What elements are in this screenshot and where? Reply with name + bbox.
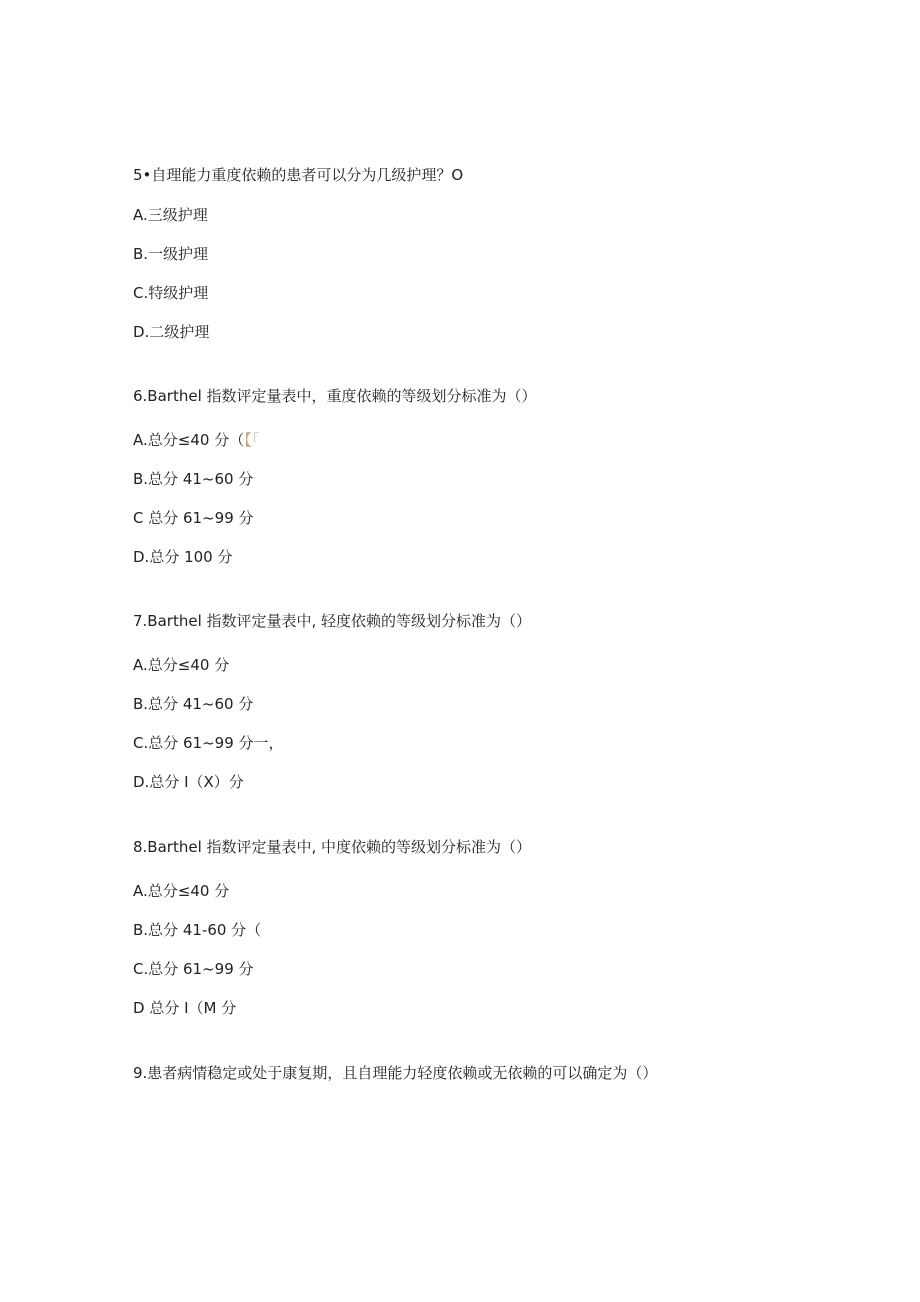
- question-8-option-a: A.总分≤40 分: [133, 882, 230, 900]
- question-9-stem: 9.患者病情稳定或处于康复期，且自理能力轻度依赖或无依赖的可以确定为（）: [133, 1064, 658, 1082]
- question-5-option-c: C.特级护理: [133, 284, 209, 302]
- question-8-option-c: C.总分 61~99 分: [133, 960, 254, 978]
- question-7-option-d: D.总分 I（X）分: [133, 773, 244, 791]
- question-7-stem: 7.Barthel 指数评定量表中, 轻度依赖的等级划分标准为（）: [133, 612, 532, 630]
- question-5-stem: 5•自理能力重度依赖的患者可以分为几级护理？O: [133, 166, 464, 184]
- question-5-option-b: B.一级护理: [133, 245, 209, 263]
- question-5-option-a: A.三级护理: [133, 206, 208, 224]
- question-7-option-b: B.总分 41~60 分: [133, 695, 254, 713]
- question-6-mark: 【「: [244, 431, 260, 449]
- question-6-option-c: C 总分 61~99 分: [133, 509, 254, 527]
- question-6-option-d: D.总分 100 分: [133, 548, 233, 566]
- question-6-option-a: [133, 430, 259, 450]
- question-6-option-b: B.总分 41~60 分: [133, 470, 254, 488]
- question-8-option-b: B.总分 41-60 分（: [133, 921, 262, 939]
- question-7-option-c: C.总分 61~99 分一，: [133, 734, 284, 752]
- question-8-option-d: D 总分 I（M 分: [133, 999, 237, 1017]
- question-5-option-d: D.二级护理: [133, 323, 210, 341]
- question-6-stem: 6.Barthel 指数评定量表中，重度依赖的等级划分标准为（）: [133, 387, 537, 405]
- question-7-option-a: A.总分≤40 分: [133, 656, 230, 674]
- question-6-option-a-text: A.总分≤40 分（: [133, 431, 245, 449]
- question-8-stem: 8.Barthel 指数评定量表中, 中度依赖的等级划分标准为（）: [133, 838, 532, 856]
